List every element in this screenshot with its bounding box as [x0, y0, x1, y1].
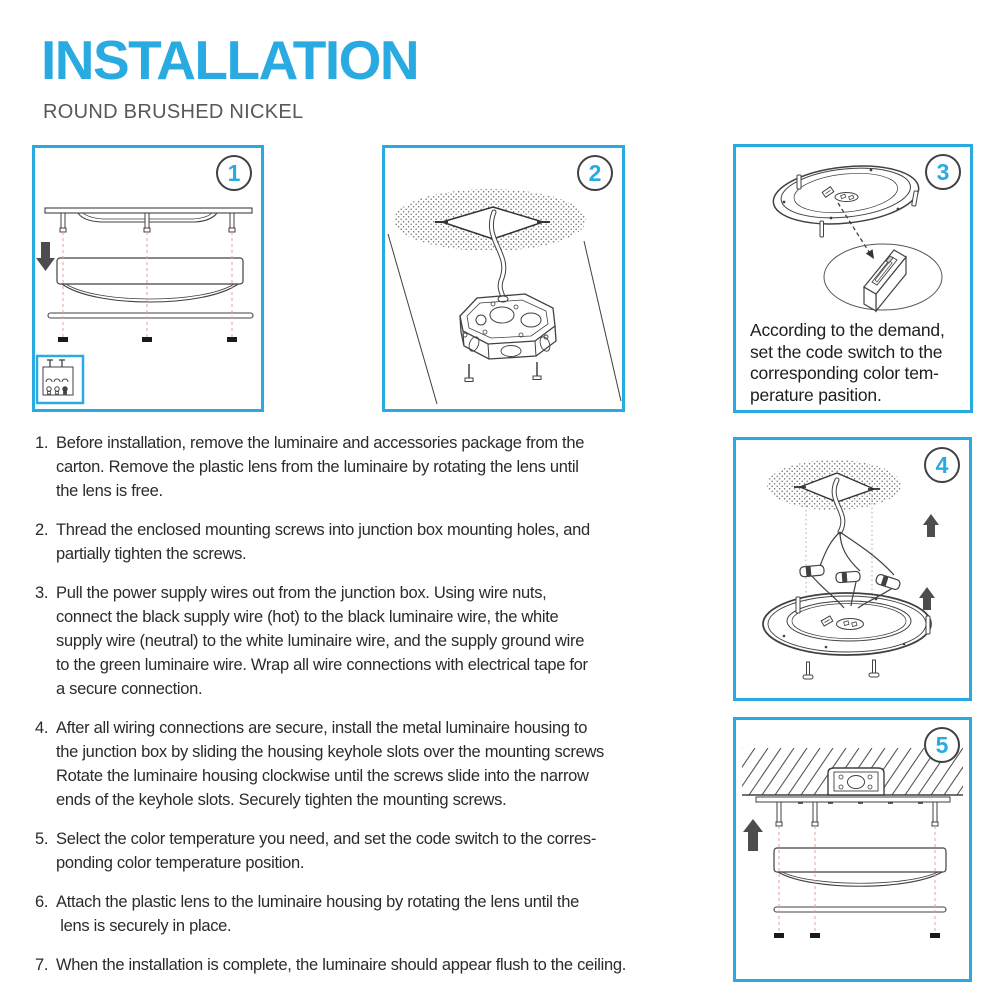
instruction-number: 7. — [35, 956, 49, 974]
luminaire-housing — [57, 258, 243, 302]
luminaire-plate — [763, 593, 931, 655]
instruction-line: carton. Remove the plastic lens from the luminaire by rotating the lens until — [56, 458, 579, 476]
step-badge-3 — [925, 154, 961, 190]
mounting-plate — [756, 797, 950, 802]
down-arrow-icon — [36, 242, 55, 271]
instruction-line: When the installation is complete, the luminaire should appear flush to the ceiling. — [56, 956, 627, 974]
code-switch-on-plate — [821, 616, 833, 626]
instruction-line: supply wire (neutral) to the white luminaire wire, and the supply ground wire — [56, 632, 585, 650]
instruction-line: a secure connection. — [56, 680, 203, 698]
instruction-item-4 — [35, 716, 725, 812]
page-title: INSTALLATION — [41, 29, 419, 91]
panel-step-1 — [32, 145, 264, 412]
step-number: 5 — [935, 731, 949, 758]
caption-line: set the code switch to the — [750, 341, 943, 362]
caption-line: corresponding color tem- — [750, 363, 939, 383]
instruction-line: to the green luminaire wire. Wrap all wire connections with electrical tape for — [56, 656, 588, 674]
instruction-list — [35, 431, 725, 992]
caption-line: According to the demand, — [750, 320, 945, 340]
instruction-item-6 — [35, 890, 725, 938]
code-switch-on-plate — [822, 187, 834, 198]
instruction-line: lens is securely in place. — [56, 917, 232, 935]
plastic-lens — [774, 907, 946, 912]
instruction-item-1 — [35, 431, 725, 503]
mounting-screws — [803, 660, 879, 679]
instruction-item-3 — [35, 581, 725, 701]
page-subtitle: ROUND BRUSHED NICKEL — [43, 101, 304, 123]
step-number: 1 — [227, 159, 241, 186]
instruction-line: Thread the enclosed mounting screws into junction box mounting holes, and — [56, 521, 590, 539]
instruction-line: connect the black supply wire (hot) to the black luminaire wire, the white — [56, 608, 559, 626]
instruction-number: 2. — [35, 521, 49, 539]
step-badge-1 — [216, 155, 252, 191]
instruction-number: 6. — [35, 893, 49, 911]
plastic-lens — [48, 313, 253, 318]
instruction-item-5 — [35, 827, 725, 875]
mounting-screws — [776, 802, 938, 826]
instruction-line: Before installation, remove the luminaire and accessories package from the — [56, 434, 585, 452]
caption-line: perature pasition. — [750, 384, 882, 405]
instruction-line: Select the color temperature you need, and set the code switch to the corres- — [56, 830, 597, 848]
instruction-line: partially tighten the screws. — [56, 545, 247, 563]
luminaire-housing — [774, 848, 946, 886]
instruction-item-7 — [35, 953, 725, 977]
panel-step-5 — [733, 717, 972, 982]
box-screws — [465, 362, 541, 382]
plate-center-hole — [835, 193, 858, 202]
panel-step-2 — [382, 145, 625, 412]
instruction-line: Attach the plastic lens to the luminaire housing by rotating the lens until the — [56, 893, 579, 911]
junction-box-section — [828, 768, 884, 795]
instruction-line: the junction box by sliding the housing keyhole slots over the mounting screws — [56, 743, 605, 761]
up-arrow-icon — [919, 514, 939, 610]
instruction-line: Rotate the luminaire housing clockwise until the screws slide into the narrow — [56, 767, 589, 785]
up-arrow-icon — [743, 819, 763, 851]
plate-tabs — [797, 175, 918, 237]
code-switch-zoomed — [864, 250, 906, 311]
panel-step-4 — [733, 437, 972, 701]
step-number: 4 — [935, 451, 949, 478]
step-number: 2 — [588, 159, 602, 186]
instruction-line: After all wiring connections are secure, install the metal luminaire housing to — [56, 719, 588, 737]
panel-step-3 — [733, 144, 973, 413]
instruction-line: Pull the power supply wires out from the junction box. Using wire nuts, — [56, 584, 547, 602]
instruction-item-2 — [35, 518, 725, 566]
luminaire-back-plate — [770, 160, 921, 231]
step-badge-5 — [924, 727, 960, 763]
magnify-arrow — [838, 203, 874, 259]
junction-box — [460, 294, 556, 359]
instruction-number: 1. — [35, 434, 49, 452]
panel-3-caption — [750, 320, 945, 406]
instruction-line: ends of the keyhole slots. Securely tighten the mounting screws. — [56, 791, 507, 809]
instruction-number: 5. — [35, 830, 49, 848]
instruction-number: 4. — [35, 719, 49, 737]
instruction-line: the lens is free. — [56, 482, 163, 500]
screw-heads — [58, 337, 237, 342]
step-number: 3 — [936, 158, 950, 185]
step-badge-2 — [577, 155, 613, 191]
instruction-number: 3. — [35, 584, 49, 602]
code-switch-inset — [37, 356, 83, 403]
mounting-screws — [60, 213, 235, 232]
step-badge-4 — [924, 447, 960, 483]
screw-heads — [774, 933, 940, 938]
wire-nuts — [800, 565, 901, 590]
instruction-line: ponding color temperature position. — [56, 854, 305, 872]
